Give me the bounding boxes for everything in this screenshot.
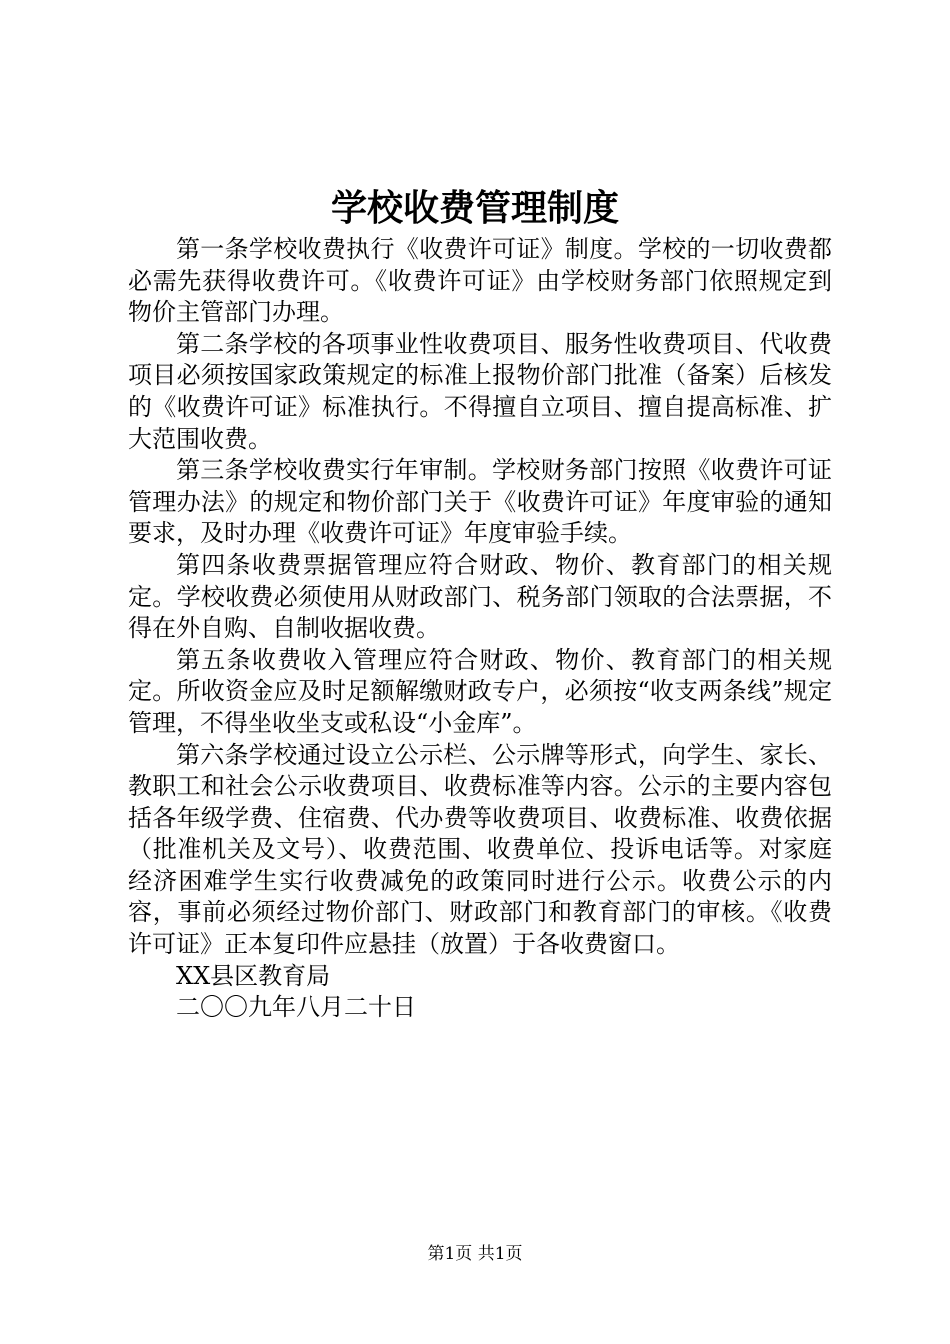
document-body	[128, 234, 832, 1024]
article-5: 第五条收费收入管理应符合财政、物价、教育部门的相关规定。所收资金应及时足额解缴财政专户，必须按“收支两条线”规定管理，不得坐收坐支或私设“小金库”。	[128, 645, 832, 737]
article-1: 第一条学校收费执行《收费许可证》制度。学校的一切收费都必需先获得收费许可。《收费许可证》由学校财务部门依照规定到物价主管部门办理。	[128, 235, 832, 327]
article-2: 第二条学校的各项事业性收费项目、服务性收费项目、代收费项目必须按国家政策规定的标准上报物价部门批准（备案）后核发的《收费许可证》标准执行。不得擅自立项目、擅自提高标准、扩大范围收费。	[128, 329, 832, 453]
article-6: 第六条学校通过设立公示栏、公示牌等形式，向学生、家长、教职工和社会公示收费项目、收费标准等内容。公示的主要内容包括各年级学费、住宿费、代办费等收费项目、收费标准、收费依据（批准机关及文号）、收费范围、收费单位、投诉电话等。对家庭经济困难学生实行收费减免的政策同时进行公示。收费公示的内容，事前必须经过物价部门、财政部门和教育部门的审核。《收费许可证》正本复印件应悬挂（放置）于各收费窗口。	[128, 740, 832, 959]
document-title: 学校收费管理制度	[330, 187, 619, 229]
page-footer: 第1页 共1页	[427, 1244, 523, 1264]
issue-date: 二〇〇九年八月二十日	[176, 993, 416, 1022]
issuer: XX县区教育局	[176, 961, 331, 990]
article-4: 第四条收费票据管理应符合财政、物价、教育部门的相关规定。学校收费必须使用从财政部门、税务部门领取的合法票据，不得在外自购、自制收据收费。	[128, 550, 832, 643]
article-3: 第三条学校收费实行年审制。学校财务部门按照《收费许可证管理办法》的规定和物价部门关于《收费许可证》年度审验的通知要求，及时办理《收费许可证》年度审验手续。	[128, 456, 832, 548]
